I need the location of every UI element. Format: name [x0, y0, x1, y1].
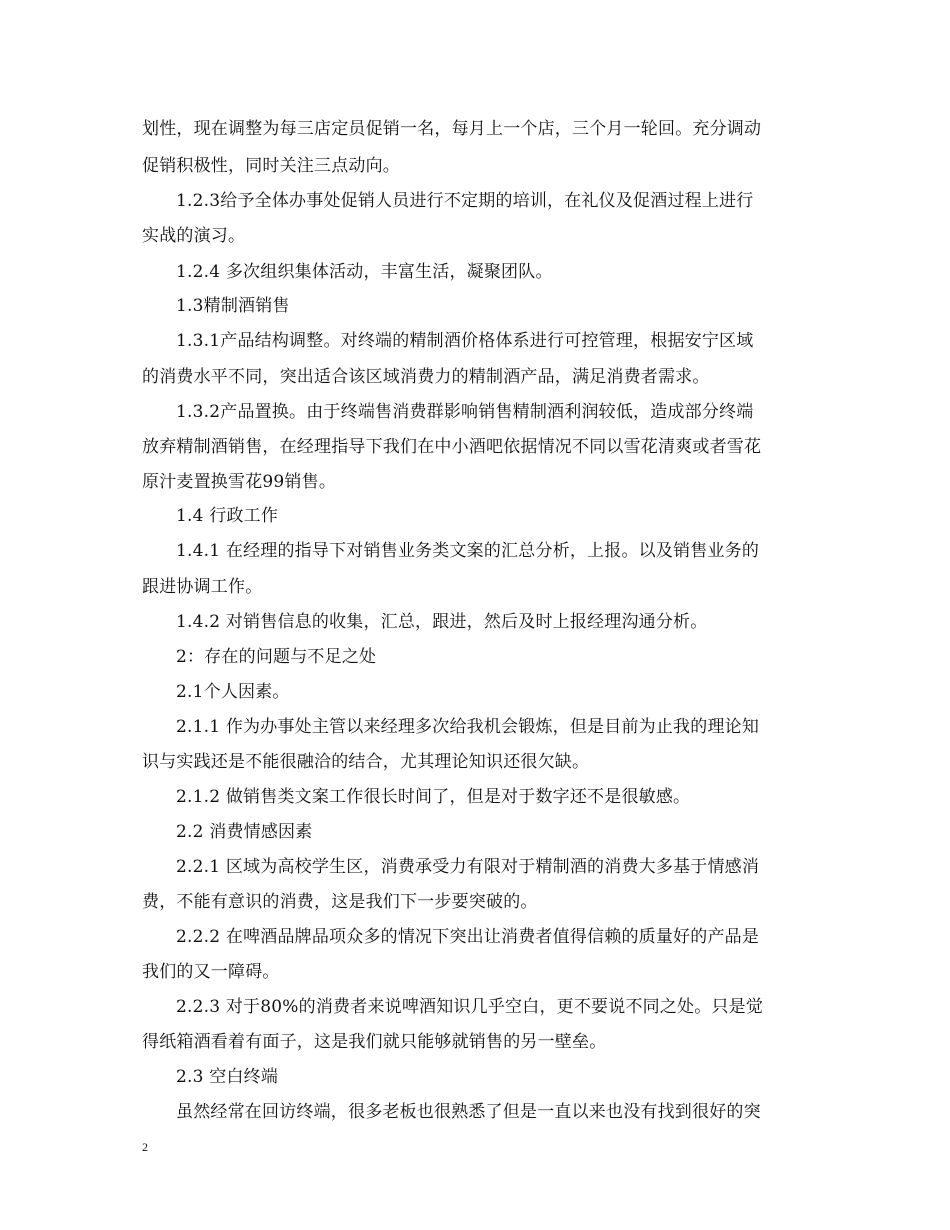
text-line: 2.2.3 对于80%的消费者来说啤酒知识几乎空白，更不要说不同之处。只是觉	[176, 997, 764, 1017]
text-line: 1.2.4 多次组织集体活动，丰富生活，凝聚团队。	[176, 262, 553, 282]
text-line: 划性，现在调整为每三店定员促销一名，每月上一个店，三个月一轮回。充分调动	[142, 119, 762, 139]
text-line: 费，不能有意识的消费，这是我们下一步要突破的。	[142, 892, 538, 912]
text-line: 2.1个人因素。	[176, 682, 290, 702]
text-line: 2.1.1 作为办事处主管以来经理多次给我机会锻炼，但是目前为止我的理论知	[176, 717, 760, 737]
text-line: 2.2 消费情感因素	[176, 822, 313, 842]
text-line: 1.4.1 在经理的指导下对销售业务类文案的汇总分析，上报。以及销售业务的	[176, 541, 760, 561]
text-line: 1.4 行政工作	[176, 506, 279, 526]
text-line: 的消费水平不同，突出适合该区域消费力的精制酒产品，满足消费者需求。	[142, 367, 710, 387]
text-line: 2：存在的问题与不足之处	[176, 647, 377, 667]
text-line: 跟进协调工作。	[142, 577, 263, 597]
text-line: 2.1.2 做销售类文案工作很长时间了，但是对于数字还不是很敏感。	[176, 787, 691, 807]
text-line: 1.4.2 对销售信息的收集，汇总，跟进，然后及时上报经理沟通分析。	[176, 612, 708, 632]
text-line: 2.2.1 区域为高校学生区，消费承受力有限对于精制酒的消费大多基于情感消	[176, 857, 760, 877]
text-line: 实战的演习。	[142, 226, 246, 246]
text-line: 2.2.2 在啤酒品牌品项众多的情况下突出让消费者值得信赖的质量好的产品是	[176, 927, 760, 947]
text-line: 放弃精制酒销售，在经理指导下我们在中小酒吧依据情况不同以雪花清爽或者雪花	[142, 437, 762, 457]
text-line: 原汁麦置换雪花99销售。	[142, 472, 337, 492]
text-line: 2.3 空白终端	[176, 1067, 279, 1087]
text-line: 虽然经常在回访终端，很多老板也很熟悉了但是一直以来也没有找到很好的突	[176, 1102, 761, 1122]
text-line: 1.3.1产品结构调整。对终端的精制酒价格体系进行可控管理，根据安宁区域	[176, 331, 754, 351]
text-line: 1.3.2产品置换。由于终端售消费群影响销售精制酒利润较低，造成部分终端	[176, 402, 754, 422]
text-line: 1.3精制酒销售	[176, 296, 290, 316]
text-line: 识与实践还是不能很融洽的结合，尤其理论知识还很欠缺。	[142, 752, 590, 772]
text-line: 1.2.3给予全体办事处促销人员进行不定期的培训，在礼仪及促酒过程上进行	[176, 191, 754, 211]
text-line: 得纸箱酒看着有面子，这是我们就只能够就销售的另一壁垒。	[142, 1032, 607, 1052]
text-line: 促销积极性，同时关注三点动向。	[142, 156, 400, 176]
text-line: 我们的又一障碍。	[142, 962, 280, 982]
page-number: 2	[142, 1140, 148, 1154]
